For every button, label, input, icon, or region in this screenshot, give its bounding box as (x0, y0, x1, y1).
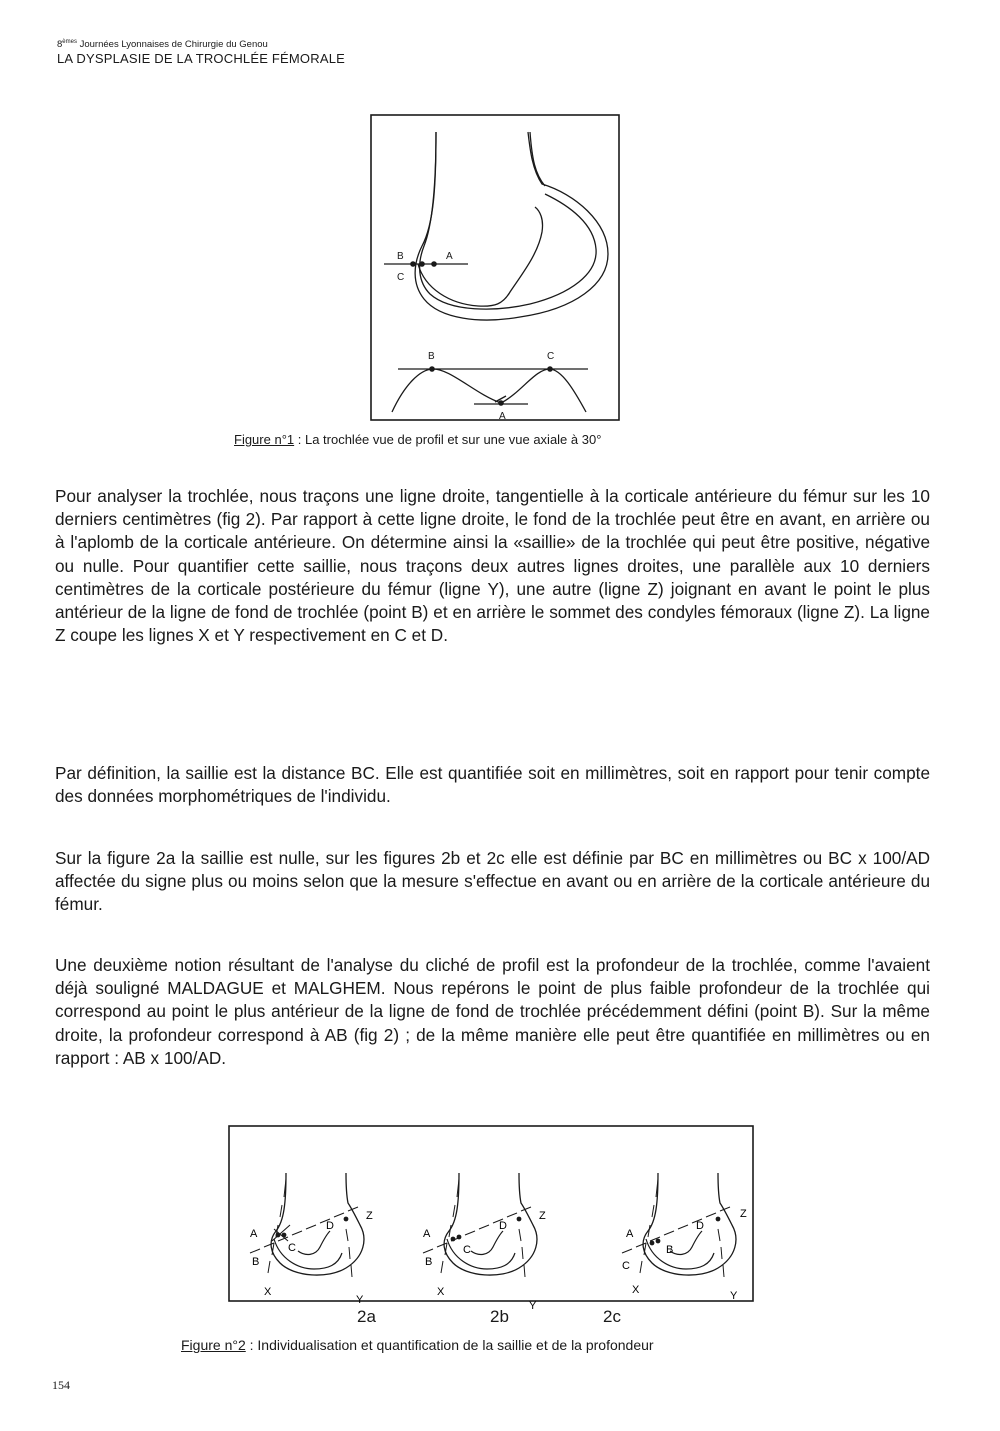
label-b-bottom: B (428, 351, 435, 362)
2b-label-b: B (425, 1256, 433, 1268)
2a-label-a: A (250, 1228, 258, 1240)
2c-label-d: D (696, 1220, 704, 1232)
label-c-top: C (397, 272, 405, 283)
point-c-bottom (547, 366, 553, 372)
series-title: 8èmes Journées Lyonnaises de Chirurgie du Genou (57, 39, 268, 51)
2c-label-z: Z (740, 1208, 747, 1220)
panel-2a (250, 1173, 373, 1306)
2b-label-a: A (423, 1228, 431, 1240)
label-b-top: B (397, 251, 404, 262)
2a-label-z: Z (366, 1210, 373, 1222)
2c-label-a: A (626, 1228, 634, 1240)
point-a-bottom (498, 400, 504, 406)
2a-label-d: D (326, 1220, 334, 1232)
figure-1-caption-label: Figure n°1 (234, 432, 295, 447)
figure-1-caption-text: : La trochlée vue de profil et sur une vue axiale à 30° (294, 432, 602, 447)
sublabel-2a: 2a (357, 1307, 376, 1326)
point-a-top (431, 261, 437, 267)
2c-label-x: X (632, 1284, 640, 1296)
sublabel-2b: 2b (490, 1307, 509, 1326)
figure-2 (228, 1125, 754, 1312)
2b-label-x: X (437, 1286, 445, 1298)
figure-2-caption-text: : Individualisation et quantification de la saillie et de la profondeur (245, 1337, 654, 1353)
paragraph-3: Sur la figure 2a la saillie est nulle, sur les figures 2b et 2c elle est définie par BC en millimètres ou BC x 100/AD affectée du signe plus ou moins selon que la mesure s'effectue en avant ou en arrière de la corticale antérieure du fémur. (55, 848, 930, 915)
2a-label-x: X (264, 1286, 272, 1298)
figure-2-drawing (228, 1125, 754, 1312)
paragraph-1: Pour analyser la trochlée, nous traçons une ligne droite, tangentielle à la corticale antérieure du fémur sur les 10 derniers centimètres (fig 2). Par rapport à cette ligne droite, le fond de la trochlée peut être en avant, en arrière ou à l'aplomb de la corticale antérieure. On détermine ainsi la «saillie» de la trochlée qui peut être positive, négative ou nulle. Pour quantifier cette saillie, nous traçons deux autres lignes droites, une parallèle aux 10 derniers centimètres de la corticale postérieure du fémur (ligne Y), une autre (ligne Z) joignant en avant le point le plus antérieur de la ligne de fond de trochlée (point B) et en arrière le sommet des condyles fémoraux (ligne Z). La ligne Z coupe les lignes X et Y respectivement en C et D. (55, 486, 930, 646)
point-b-bottom (429, 366, 435, 372)
point-b-top (419, 261, 425, 267)
point-c-top (410, 261, 416, 267)
2c-label-c: C (622, 1260, 630, 1272)
2c-label-b: B (666, 1244, 674, 1256)
label-a-top: A (446, 251, 453, 262)
2b-label-c: C (463, 1244, 471, 1256)
2a-label-b: B (252, 1256, 260, 1268)
2b-label-z: Z (539, 1210, 546, 1222)
figure-2-caption (181, 1337, 654, 1353)
2a-label-c: C (288, 1242, 296, 1254)
label-a-bottom: A (499, 411, 506, 422)
2a-label-y: Y (356, 1294, 364, 1306)
running-header (57, 36, 345, 67)
label-c-bottom: C (547, 351, 555, 362)
page-number: 154 (52, 1378, 70, 1392)
sublabel-2c: 2c (603, 1307, 621, 1326)
figure-2-caption-label: Figure n°2 (181, 1337, 246, 1353)
panel-2c (622, 1173, 747, 1302)
figure-1-caption (234, 432, 601, 448)
paragraph-4: Une deuxième notion résultant de l'analyse du cliché de profil est la profondeur de la trochlée, comme l'avaient déjà souligné MALDAGUE et MALGHEM. Nous repérons le point de plus faible profondeur de la trochlée qui correspond au point le plus antérieur de la ligne de fond de trochlée précédemment défini (point B). Sur la même droite, la profondeur correspond à AB (fig 2) ; de la même manière elle peut être quantifiée en millimètres ou en rapport : AB x 100/AD. (55, 955, 930, 1068)
2b-label-y: Y (529, 1300, 537, 1312)
figure-1 (370, 114, 620, 421)
chapter-title: LA DYSPLASIE DE LA TROCHLÉE FÉMORALE (57, 51, 346, 67)
2b-label-d: D (499, 1220, 507, 1232)
paragraph-2: Par définition, la saillie est la distance BC. Elle est quantifiée soit en millimètres, soit en rapport pour tenir compte des données morphométriques de l'individu. (55, 763, 930, 807)
2c-label-y: Y (730, 1290, 738, 1302)
panel-2b (423, 1173, 546, 1312)
figure-1-drawing (370, 114, 620, 421)
